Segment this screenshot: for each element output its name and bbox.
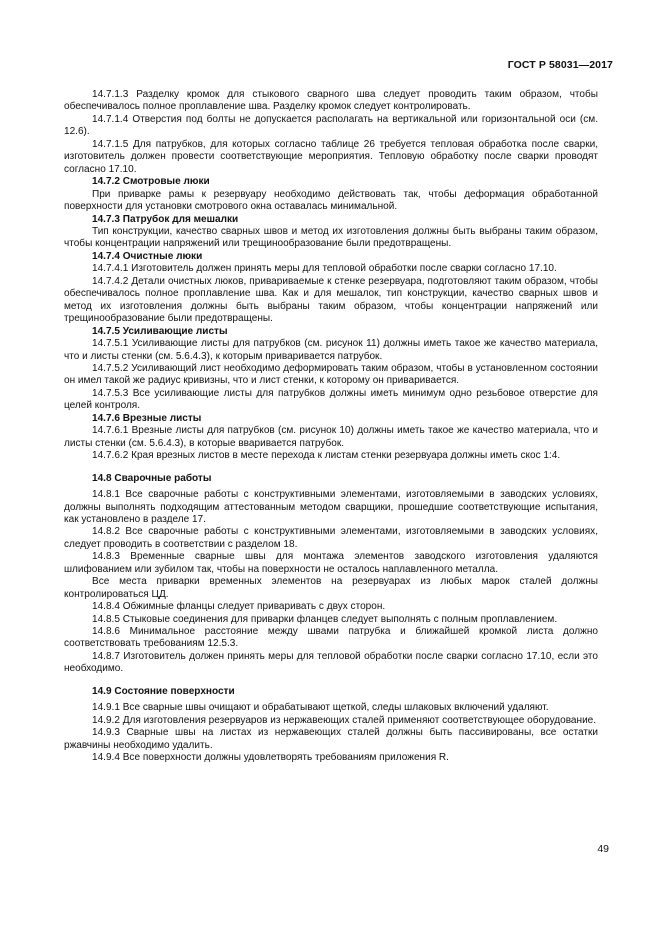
paragraph: 14.7.6.1 Врезные листы для патрубков (см. рисунок 10) должны иметь такое же качество материала, что и листы стенки (см. 5.6.4.3), в которые вваривается патрубок.: [64, 425, 598, 449]
paragraph: 14.8.2 Все сварочные работы с конструктивными элементами, изготовляемыми в заводских условиях, следует проводить в соответствии с разделом 18.: [64, 526, 598, 550]
section-heading: 14.9 Состояние поверхности: [92, 685, 235, 697]
subsection-heading: 14.7.2 Смотровые люки: [92, 176, 210, 188]
subsection-heading: 14.7.5 Усиливающие листы: [92, 325, 228, 337]
paragraph: 14.7.5.2 Усиливающий лист необходимо деформировать таким образом, чтобы в установленном состоянии он имел такой же радиус кривизны, что и лист стенки, к которому он приваривается.: [64, 362, 598, 387]
paragraph: 14.9.2 Для изготовления резервуаров из нержавеющих сталей применяют соответствующее оборудование.: [92, 714, 597, 726]
paragraph: 14.8.3 Временные сварные швы для монтажа элементов заводского изготовления удаляются шлифованием или зубилом так, чтобы на поверхности не осталось наплавленного металла.: [64, 551, 598, 575]
document-body: [64, 89, 598, 765]
paragraph: Все места приварки временных элементов на резервуарах из любых марок сталей должны контролироваться ЦД.: [64, 576, 598, 600]
paragraph: 14.8.4 Обжимные фланцы следует приваривать с двух сторон.: [92, 601, 386, 613]
paragraph: При приварке рамы к резервуару необходимо действовать так, чтобы деформация обработанной поверхности для установки смотрового окна оставалась минимальной.: [64, 188, 598, 213]
subsection-heading: 14.7.4 Очистные люки: [92, 250, 203, 262]
paragraph: 14.9.1 Все сварные швы очищают и обрабатывают щеткой, следы шлаковых включений удаляют.: [92, 702, 549, 714]
paragraph: 14.9.4 Все поверхности должны удовлетворять требованиям приложения R.: [92, 752, 449, 764]
paragraph: 14.7.5.3 Все усиливающие листы для патрубков должны иметь минимум одно резьбовое отверстие для целей контроля.: [64, 387, 598, 412]
paragraph: 14.7.5.1 Усиливающие листы для патрубков (см. рисунок 11) должны иметь такое же качество материала, что и листы стенки (см. 5.6.4.3), к которым приваривается патрубок.: [64, 338, 598, 362]
paragraph: 14.7.1.4 Отверстия под болты не допускается располагать на вертикальной или горизонтальной оси (см. 12.6).: [64, 113, 598, 138]
subsection-heading: 14.7.3 Патрубок для мешалки: [92, 213, 239, 225]
page-number: 49: [597, 843, 609, 855]
section-heading: 14.8 Сварочные работы: [92, 472, 212, 484]
paragraph: 14.8.5 Стыковые соединения для приварки фланцев следует выполнять с полным проплавлением.: [92, 613, 558, 625]
paragraph: 14.8.6 Минимальное расстояние между швами патрубка и ближайшей кромкой листа должно соответствовать требованиям 12.5.3.: [64, 626, 598, 650]
paragraph: 14.7.1.3 Разделку кромок для стыкового сварного шва следует проводить таким образом, чтобы обеспечивалось полное проплавление шва. Разделку кромок следует контролировать.: [64, 89, 598, 113]
paragraph: 14.7.1.5 Для патрубков, для которых согласно таблице 26 требуется тепловая обработка после сварки, изготовитель должен провести соответствующие мероприятия. Тепловую обработку после сварки проводят согласно 17.10.: [64, 138, 598, 175]
paragraph: 14.8.7 Изготовитель должен принять меры для тепловой обработки после сварки согласно 17.10, если это необходимо.: [64, 650, 598, 675]
subsection-heading: 14.7.6 Врезные листы: [92, 412, 202, 424]
document-code: ГОСТ Р 58031—2017: [507, 59, 613, 71]
paragraph: 14.8.1 Все сварочные работы с конструктивными элементами, изготовляемыми в заводских условиях, должны выполнять подходящим аттестованным методом сварщики, прошедшие соответствующие испытания, как установлено в разделе 17.: [64, 489, 598, 525]
paragraph: 14.7.4.1 Изготовитель должен принять меры для тепловой обработки после сварки согласно 17.10.: [92, 263, 557, 275]
paragraph: 14.9.3 Сварные швы на листах из нержавеющих сталей должны быть пассивированы, все остатки ржавчины необходимо удалить.: [64, 727, 598, 751]
paragraph: Тип конструкции, качество сварных швов и метод их изготовления должны быть выбраны таким образом, чтобы концентрации напряжений или трещинообразование были предотвращены.: [64, 225, 598, 250]
paragraph: 14.7.4.2 Детали очистных люков, привариваемые к стенке резервуара, подготовляют таким образом, чтобы обеспечивалось полное проплавление шва. Как и для мешалок, тип конструкции, качество сварных швов и метод их изготовления должны быть выбраны таким образом, чтобы концентрации напряжений или трещинообразование были предотвращены.: [64, 275, 598, 325]
paragraph: 14.7.6.2 Края врезных листов в месте перехода к листам стенки резервуара должны иметь скос 1:4.: [92, 450, 561, 462]
